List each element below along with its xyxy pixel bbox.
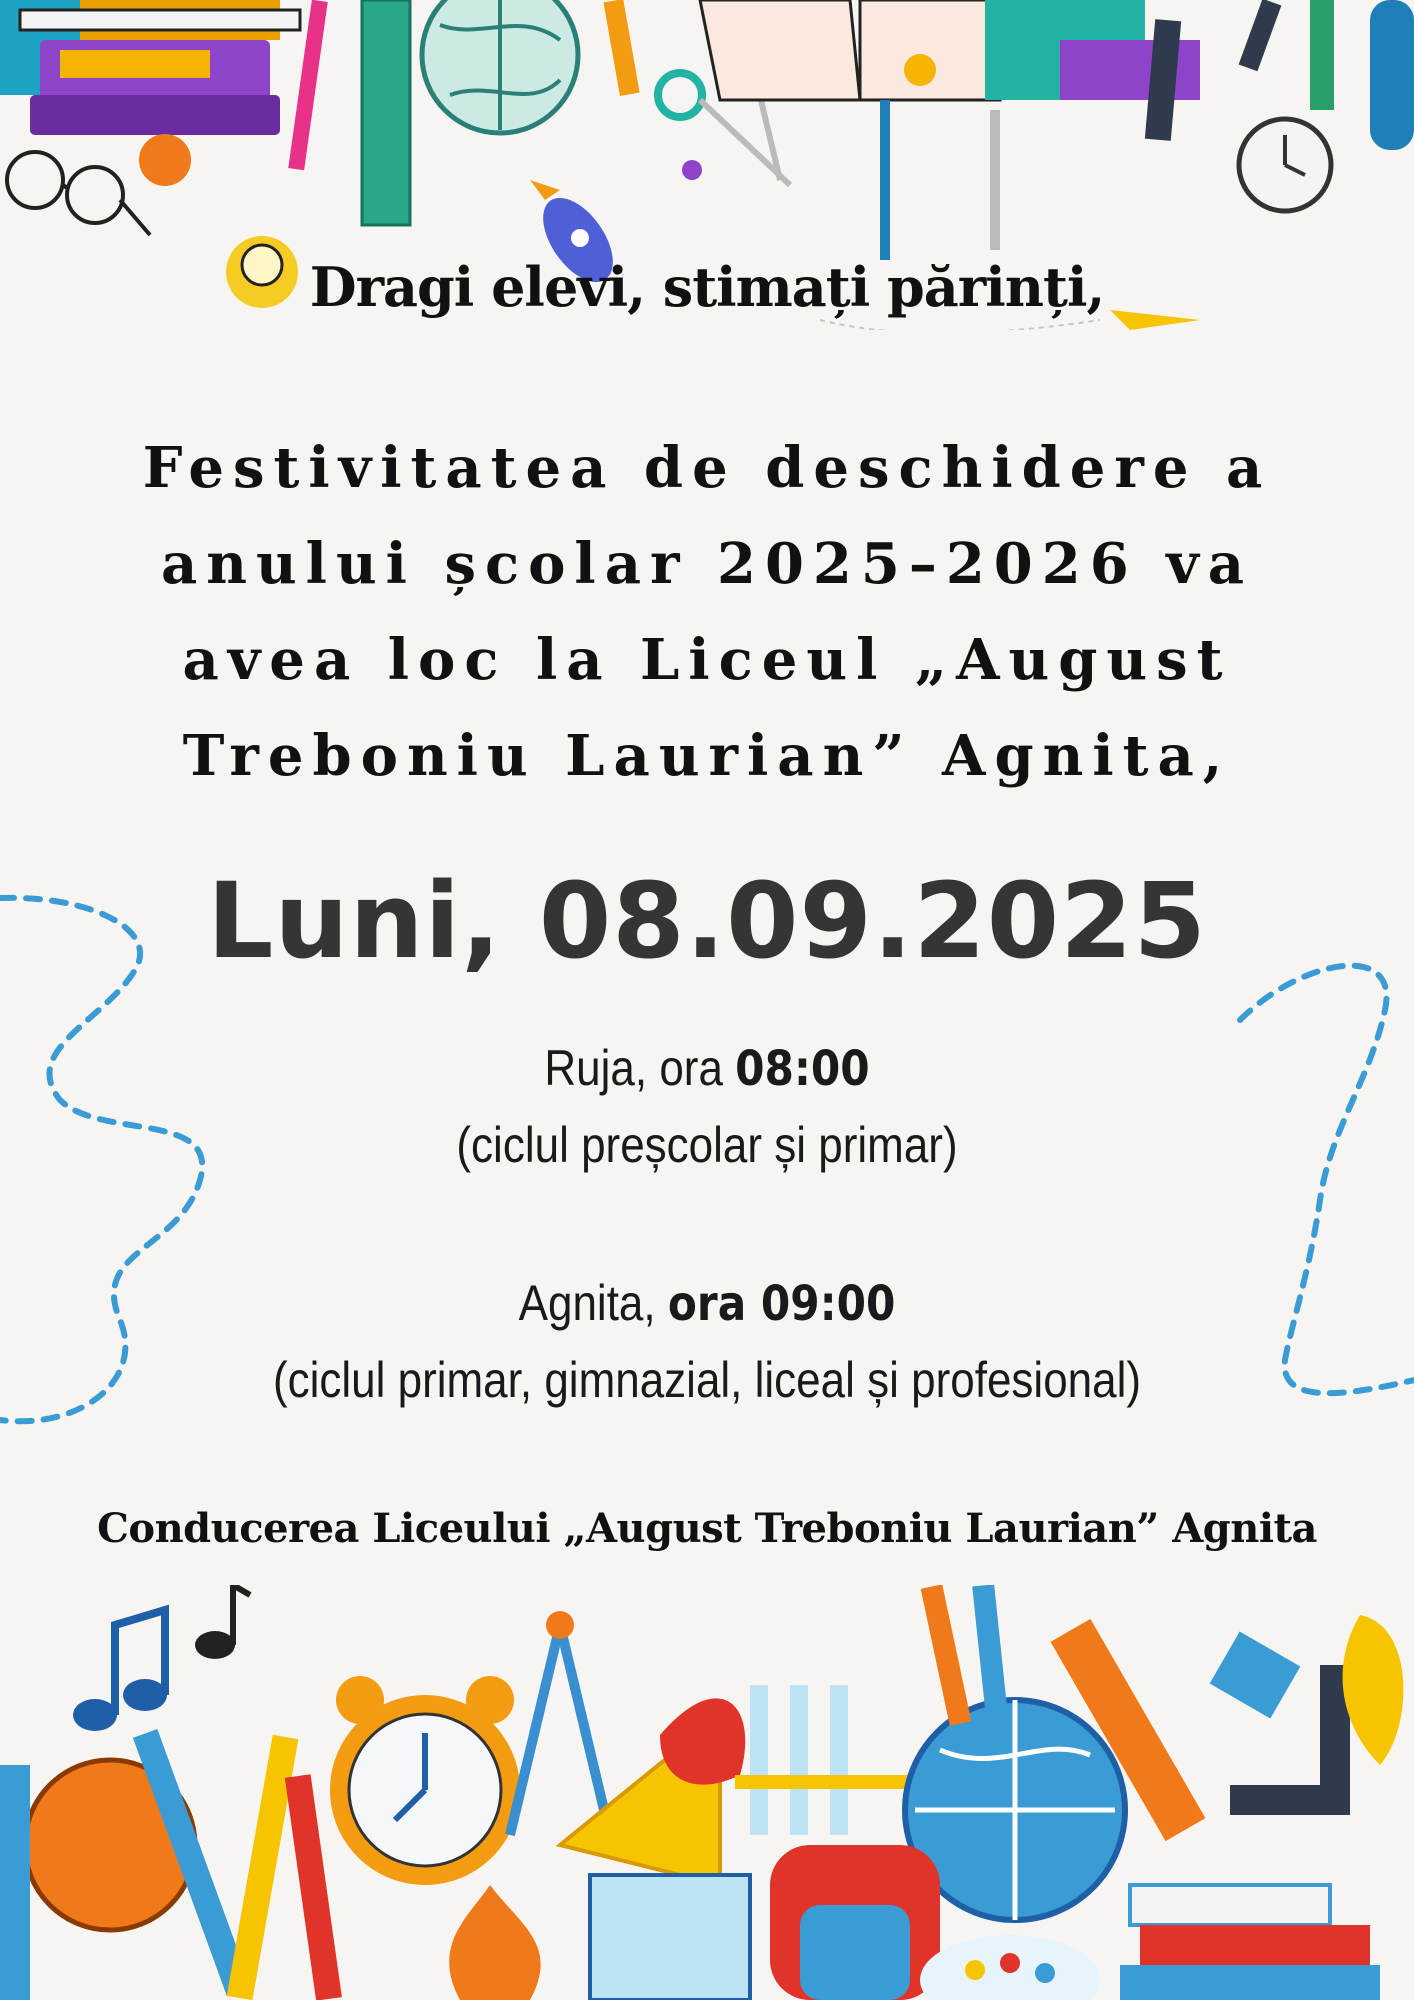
- session-location: Ruja, ora: [544, 1040, 723, 1096]
- greeting: Dragi elevi, stimați părinți,: [309, 255, 1105, 319]
- event-date: Luni, 08.09.2025: [207, 860, 1207, 982]
- flame-icon: [449, 1885, 540, 2000]
- open-book-icon: [700, 0, 1000, 100]
- school-supplies-bottom-decoration: [0, 1585, 1414, 2000]
- music-note-icon: [73, 1585, 250, 1731]
- microscope-icon: [1210, 1632, 1350, 1815]
- pencil-orange-icon: [603, 0, 639, 96]
- clock-icon: [1239, 119, 1331, 211]
- apple-icon: [139, 134, 191, 186]
- session-time-line: [85, 1265, 1329, 1342]
- red-leaf-icon: [660, 1698, 745, 1784]
- brushes-icon: [921, 1585, 1010, 1736]
- signature: Conducerea Liceului „August Treboniu Laurian” Agnita: [97, 1505, 1317, 1552]
- crayons-left-icon: [0, 1765, 30, 2000]
- pushpin-icon: [682, 160, 702, 180]
- books-stack-icon: [0, 0, 300, 135]
- announcement-line: avea loc la Liceul „August: [182, 627, 1232, 693]
- session-ruja: [85, 1030, 1329, 1183]
- brush-icon-2: [990, 110, 1000, 250]
- session-cycles: (ciclul primar, gimnazial, liceal și profesional): [272, 1352, 1142, 1408]
- session-time: ora 09:00: [667, 1276, 896, 1332]
- session-cycles: (ciclul preșcolar și primar): [456, 1117, 958, 1173]
- announcement-line: Treboniu Laurian” Agnita,: [182, 723, 1232, 789]
- announcement-line: anului școlar 2025–2026 va: [160, 531, 1254, 597]
- dotted-flight-path: [820, 320, 1100, 330]
- globe-icon: [422, 0, 578, 133]
- alarm-clock-icon: [330, 1676, 520, 1885]
- marker-icon: [1145, 19, 1181, 141]
- announcement-text: [0, 420, 1414, 804]
- glasses-icon: [7, 152, 150, 235]
- session-location: Agnita,: [518, 1275, 656, 1331]
- backpack-icon: [770, 1845, 940, 2000]
- yellow-leaf-icon: [1343, 1615, 1404, 1765]
- session-time: 08:00: [735, 1041, 870, 1097]
- spiral-notebook-icon: [590, 1875, 750, 2000]
- paint-palette-icon: [920, 1935, 1100, 2000]
- test-tubes-icon: [735, 1685, 915, 1835]
- session-time-line: [85, 1030, 1329, 1107]
- books-bottom-icon: [1120, 1885, 1380, 2000]
- session-agnita: [85, 1265, 1329, 1418]
- brush-icon: [880, 100, 890, 260]
- ruler-green-icon: [362, 0, 410, 225]
- compass-tool-icon: [510, 1611, 610, 1835]
- announcement-line: Festivitatea de deschidere a: [142, 435, 1272, 501]
